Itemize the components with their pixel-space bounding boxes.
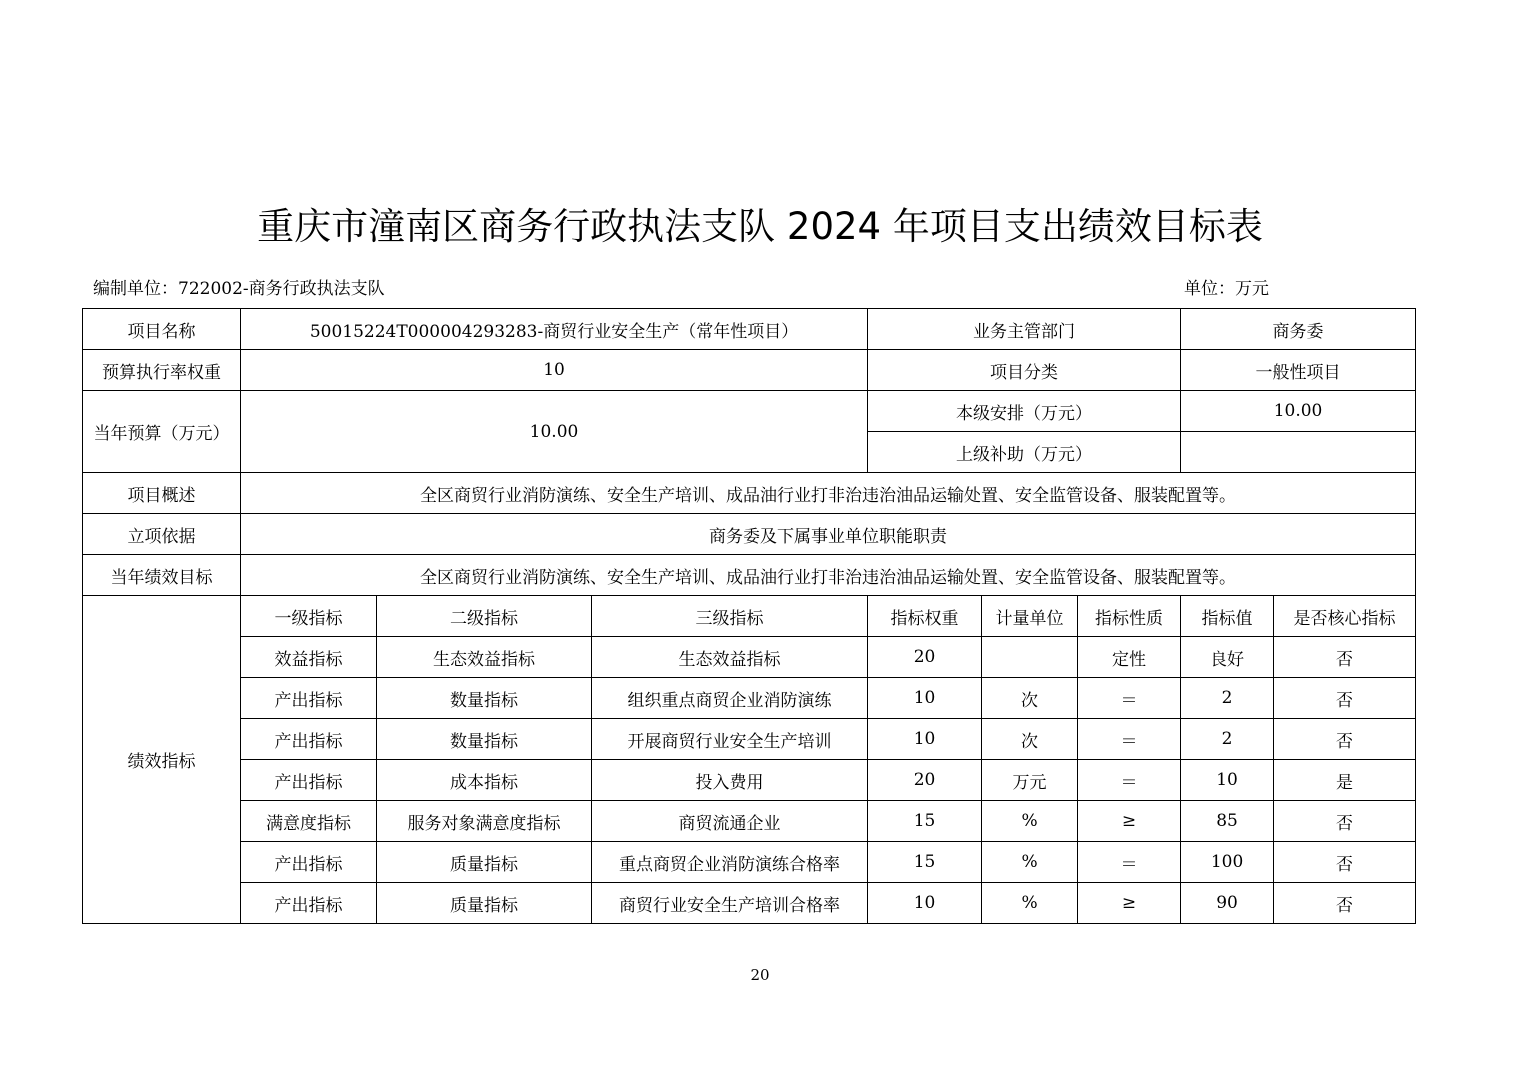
basis-value: 商务委及下属事业单位职能职责	[241, 514, 1416, 555]
level1-cell: 产出指标	[241, 719, 377, 760]
level2-cell: 生态效益指标	[377, 637, 592, 678]
unit-cell: 次	[982, 678, 1078, 719]
core-cell: 否	[1274, 883, 1416, 924]
level3-cell: 商贸行业安全生产培训合格率	[592, 883, 868, 924]
level1-cell: 满意度指标	[241, 801, 377, 842]
weight-cell: 10	[868, 883, 982, 924]
weight-label: 预算执行率权重	[83, 350, 241, 391]
basis-label: 立项依据	[83, 514, 241, 555]
unit-cell	[982, 637, 1078, 678]
table-row	[83, 637, 1416, 678]
budget-label: 当年预算（万元）	[83, 391, 241, 473]
upper-subsidy-value	[1181, 432, 1416, 473]
level3-cell: 组织重点商贸企业消防演练	[592, 678, 868, 719]
overview-value: 全区商贸行业消防演练、安全生产培训、成品油行业打非治违治油品运输处置、安全监管设备、服装配置等。	[241, 473, 1416, 514]
local-budget-value: 10.00	[1181, 391, 1416, 432]
level1-cell: 产出指标	[241, 760, 377, 801]
unit-cell: 次	[982, 719, 1078, 760]
compiling-org: 编制单位：722002-商务行政执法支队	[93, 279, 385, 299]
table-row	[83, 350, 1416, 391]
nature-cell: ＝	[1078, 760, 1181, 801]
table-row	[83, 883, 1416, 924]
nature-cell: ＝	[1078, 719, 1181, 760]
weight-cell: 15	[868, 801, 982, 842]
level2-cell: 服务对象满意度指标	[377, 801, 592, 842]
nature-cell: 定性	[1078, 637, 1181, 678]
header-value: 指标值	[1181, 596, 1274, 637]
nature-cell: ＝	[1078, 842, 1181, 883]
perf-indicators-label: 绩效指标	[83, 596, 241, 924]
value-cell: 10	[1181, 760, 1274, 801]
table-row	[83, 391, 1416, 432]
dept-value: 商务委	[1181, 309, 1416, 350]
value-cell: 85	[1181, 801, 1274, 842]
header-nature: 指标性质	[1078, 596, 1181, 637]
core-cell: 否	[1274, 637, 1416, 678]
header-level2: 二级指标	[377, 596, 592, 637]
level3-cell: 商贸流通企业	[592, 801, 868, 842]
nature-cell: ＝	[1078, 678, 1181, 719]
table-row	[83, 842, 1416, 883]
goal-value: 全区商贸行业消防演练、安全生产培训、成品油行业打非治违治油品运输处置、安全监管设备、服装配置等。	[241, 555, 1416, 596]
table-row	[83, 719, 1416, 760]
table-row	[83, 555, 1416, 596]
header-level3: 三级指标	[592, 596, 868, 637]
unit-cell: 万元	[982, 760, 1078, 801]
table-row	[83, 760, 1416, 801]
unit-cell: %	[982, 801, 1078, 842]
unit-cell: %	[982, 842, 1078, 883]
header-weight: 指标权重	[868, 596, 982, 637]
category-value: 一般性项目	[1181, 350, 1416, 391]
goal-label: 当年绩效目标	[83, 555, 241, 596]
level2-cell: 数量指标	[377, 678, 592, 719]
level1-cell: 产出指标	[241, 883, 377, 924]
table-row	[83, 514, 1416, 555]
value-cell: 良好	[1181, 637, 1274, 678]
table-row	[83, 473, 1416, 514]
table-row	[83, 678, 1416, 719]
header-unit: 计量单位	[982, 596, 1078, 637]
core-cell: 否	[1274, 719, 1416, 760]
level2-cell: 质量指标	[377, 842, 592, 883]
level3-cell: 重点商贸企业消防演练合格率	[592, 842, 868, 883]
budget-value: 10.00	[241, 391, 868, 473]
dept-label: 业务主管部门	[868, 309, 1181, 350]
header-core: 是否核心指标	[1274, 596, 1416, 637]
nature-cell: ≥	[1078, 801, 1181, 842]
local-budget-label: 本级安排（万元）	[868, 391, 1181, 432]
project-name-label: 项目名称	[83, 309, 241, 350]
weight-cell: 15	[868, 842, 982, 883]
header-level1: 一级指标	[241, 596, 377, 637]
level2-cell: 成本指标	[377, 760, 592, 801]
upper-subsidy-label: 上级补助（万元）	[868, 432, 1181, 473]
value-cell: 2	[1181, 719, 1274, 760]
value-cell: 2	[1181, 678, 1274, 719]
core-cell: 否	[1274, 678, 1416, 719]
weight-cell: 10	[868, 719, 982, 760]
unit-cell: %	[982, 883, 1078, 924]
level2-cell: 数量指标	[377, 719, 592, 760]
level1-cell: 效益指标	[241, 637, 377, 678]
core-cell: 否	[1274, 801, 1416, 842]
overview-label: 项目概述	[83, 473, 241, 514]
category-label: 项目分类	[868, 350, 1181, 391]
value-cell: 100	[1181, 842, 1274, 883]
table-row	[83, 801, 1416, 842]
perf-header-row	[83, 596, 1416, 637]
page-number: 20	[750, 966, 770, 984]
weight-cell: 10	[868, 678, 982, 719]
core-cell: 是	[1274, 760, 1416, 801]
value-cell: 90	[1181, 883, 1274, 924]
core-cell: 否	[1274, 842, 1416, 883]
level2-cell: 质量指标	[377, 883, 592, 924]
weight-cell: 20	[868, 760, 982, 801]
page-title: 重庆市潼南区商务行政执法支队 2024 年项目支出绩效目标表	[257, 205, 1263, 248]
level3-cell: 开展商贸行业安全生产培训	[592, 719, 868, 760]
currency-unit: 单位：万元	[1184, 279, 1269, 299]
level1-cell: 产出指标	[241, 842, 377, 883]
level3-cell: 投入费用	[592, 760, 868, 801]
weight-value: 10	[241, 350, 868, 391]
performance-table	[82, 308, 1416, 924]
weight-cell: 20	[868, 637, 982, 678]
project-name-value: 50015224T000004293283-商贸行业安全生产（常年性项目）	[241, 309, 868, 350]
table-row	[83, 309, 1416, 350]
level3-cell: 生态效益指标	[592, 637, 868, 678]
level1-cell: 产出指标	[241, 678, 377, 719]
nature-cell: ≥	[1078, 883, 1181, 924]
